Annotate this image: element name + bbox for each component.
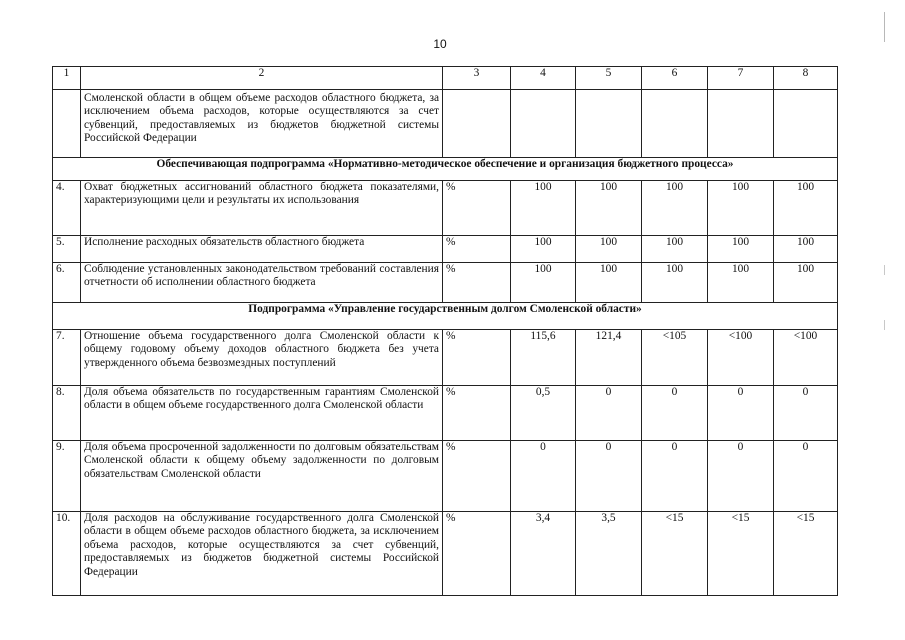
value-cell: 100 [511,236,576,263]
value-cell: 100 [708,263,774,303]
unit-cell: % [443,441,511,512]
header-row [53,67,838,90]
value-cell: 0 [576,386,642,441]
value-cell [511,90,576,158]
unit-cell: % [443,236,511,263]
value-cell: 100 [576,236,642,263]
value-cell: <100 [708,330,774,386]
unit-cell: % [443,386,511,441]
value-cell: 0,5 [511,386,576,441]
value-cell: 0 [774,386,838,441]
value-cell: 3,5 [576,512,642,596]
row-number [53,90,81,158]
value-cell: 0 [708,441,774,512]
column-header: 8 [774,67,838,90]
row-number: 5. [53,236,81,263]
value-cell: 3,4 [511,512,576,596]
indicator-text: Соблюдение установленных законодательством требований составления отчетности об исполнении областного бюджета [81,263,443,303]
column-header: 1 [53,67,81,90]
value-cell: 100 [774,181,838,236]
value-cell: <105 [642,330,708,386]
table-row [53,512,838,596]
value-cell: <15 [708,512,774,596]
indicator-text: Доля расходов на обслуживание государственного долга Смоленской области в общем объеме расходов областного бюджета, за исключением объема расходов, которые осуществляются за счет субвенций, предоставляемых из бюджетов бюджетной системы Российской Федерации [81,512,443,596]
section-title: Обеспечивающая подпрограмма «Нормативно-методическое обеспечение и организация бюджетного процесса» [53,158,838,181]
section-row [53,303,838,330]
column-header: 2 [81,67,443,90]
value-cell: 0 [511,441,576,512]
value-cell: <15 [774,512,838,596]
column-header: 3 [443,67,511,90]
page-edge-mark [884,12,885,42]
indicators-table [52,66,838,596]
value-cell: 100 [642,236,708,263]
value-cell: 0 [774,441,838,512]
row-number: 7. [53,330,81,386]
value-cell: 100 [642,263,708,303]
value-cell: 100 [576,181,642,236]
indicator-text: Исполнение расходных обязательств областного бюджета [81,236,443,263]
table-row [53,181,838,236]
indicator-text: Смоленской области в общем объеме расходов областного бюджета, за исключением объема расходов, которые осуществляются за счет субвенций, предоставляемых из бюджетов бюджетной системы Российской Федерации [81,90,443,158]
value-cell: 100 [708,236,774,263]
value-cell: 100 [642,181,708,236]
unit-cell: % [443,263,511,303]
row-number: 8. [53,386,81,441]
row-number: 9. [53,441,81,512]
table-row [53,263,838,303]
value-cell: 100 [774,263,838,303]
page-number: 10 [433,37,447,51]
column-header: 5 [576,67,642,90]
value-cell: <100 [774,330,838,386]
value-cell: 121,4 [576,330,642,386]
section-row [53,158,838,181]
value-cell [774,90,838,158]
continuation-row [53,90,838,158]
indicator-text: Доля объема просроченной задолженности по долговым обязательствам Смоленской области к общему объему задолженности по долговым обязательствам Смоленской области [81,441,443,512]
unit-cell [443,90,511,158]
table-row [53,386,838,441]
column-header: 6 [642,67,708,90]
table-row [53,441,838,512]
page-edge-mark [884,320,885,330]
unit-cell: % [443,512,511,596]
indicator-text: Охват бюджетных ассигнований областного бюджета показателями, характеризующими цели и результаты их использования [81,181,443,236]
column-header: 4 [511,67,576,90]
page-edge-mark [884,265,885,275]
value-cell: 100 [708,181,774,236]
value-cell [708,90,774,158]
section-title: Подпрограмма «Управление государственным долгом Смоленской области» [53,303,838,330]
table-row [53,330,838,386]
value-cell: 0 [708,386,774,441]
table-row [53,236,838,263]
value-cell: <15 [642,512,708,596]
unit-cell: % [443,181,511,236]
value-cell: 100 [774,236,838,263]
indicator-text: Доля объема обязательств по государственным гарантиям Смоленской области в общем объеме государственного долга Смоленской области [81,386,443,441]
row-number: 6. [53,263,81,303]
value-cell [576,90,642,158]
value-cell: 0 [576,441,642,512]
unit-cell: % [443,330,511,386]
row-number: 10. [53,512,81,596]
value-cell: 100 [511,263,576,303]
value-cell: 100 [576,263,642,303]
row-number: 4. [53,181,81,236]
value-cell: 100 [511,181,576,236]
column-header: 7 [708,67,774,90]
indicator-text: Отношение объема государственного долга Смоленской области к общему годовому объему доходов областного бюджета без учета утвержденного объема безвозмездных поступлений [81,330,443,386]
value-cell: 0 [642,441,708,512]
value-cell: 0 [642,386,708,441]
value-cell: 115,6 [511,330,576,386]
value-cell [642,90,708,158]
